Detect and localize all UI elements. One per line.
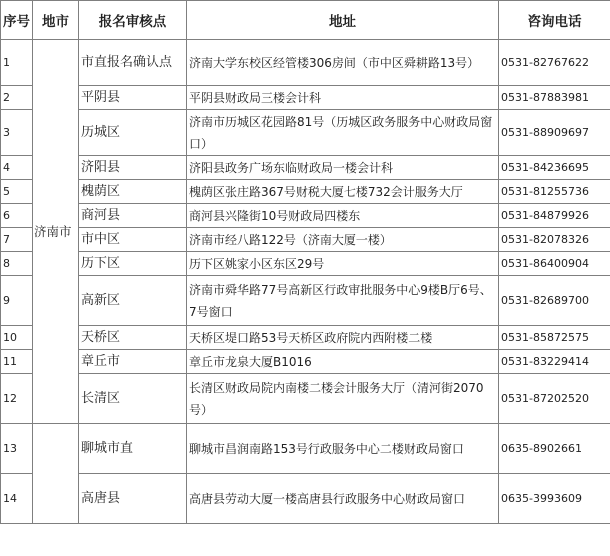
city-cell [33, 424, 79, 524]
table-row [1, 110, 610, 156]
table-row [1, 204, 610, 228]
site-phone: 0531-88909697 [499, 110, 610, 156]
site-address: 高唐县劳动大厦一楼高唐县行政服务中心财政局窗口 [187, 474, 499, 524]
site-address: 槐荫区张庄路367号财税大厦七楼732会计服务大厅 [187, 180, 499, 204]
row-number: 8 [1, 252, 33, 276]
site-address: 济南大学东校区经管楼306房间（市中区舜耕路13号） [187, 40, 499, 86]
table-row [1, 276, 610, 326]
site-address: 商河县兴隆街10号财政局四楼东 [187, 204, 499, 228]
site-phone: 0635-3993609 [499, 474, 610, 524]
site-phone: 0531-86400904 [499, 252, 610, 276]
site-phone: 0531-84879926 [499, 204, 610, 228]
site-address: 济南市历城区花园路81号（历城区政务服务中心财政局窗口） [187, 110, 499, 156]
table-row [1, 156, 610, 180]
table-row [1, 350, 610, 374]
table-row [1, 424, 610, 474]
row-number: 5 [1, 180, 33, 204]
site-address: 章丘市龙泉大厦B1016 [187, 350, 499, 374]
header-city: 地市 [33, 1, 79, 40]
row-number: 9 [1, 276, 33, 326]
site-name: 历下区 [79, 252, 187, 276]
city-cell: 济南市 [33, 40, 79, 424]
table-row [1, 86, 610, 110]
row-number: 2 [1, 86, 33, 110]
site-name: 聊城市直 [79, 424, 187, 474]
site-name: 槐荫区 [79, 180, 187, 204]
site-phone: 0531-87883981 [499, 86, 610, 110]
table-row [1, 326, 610, 350]
row-number: 10 [1, 326, 33, 350]
row-number: 1 [1, 40, 33, 86]
site-name: 商河县 [79, 204, 187, 228]
site-address: 济阳县政务广场东临财政局一楼会计科 [187, 156, 499, 180]
table-row [1, 252, 610, 276]
row-number: 7 [1, 228, 33, 252]
header-row [1, 1, 610, 40]
row-number: 3 [1, 110, 33, 156]
site-address: 济南市舜华路77号高新区行政审批服务中心9楼B厅6号、7号窗口 [187, 276, 499, 326]
row-number: 11 [1, 350, 33, 374]
site-name: 市直报名确认点 [79, 40, 187, 86]
row-number: 13 [1, 424, 33, 474]
site-phone: 0531-81255736 [499, 180, 610, 204]
site-name: 长清区 [79, 374, 187, 424]
site-name: 高新区 [79, 276, 187, 326]
site-address: 天桥区堤口路53号天桥区政府院内西附楼二楼 [187, 326, 499, 350]
site-phone: 0531-82767622 [499, 40, 610, 86]
table-row [1, 228, 610, 252]
site-name: 济阳县 [79, 156, 187, 180]
row-number: 12 [1, 374, 33, 424]
site-address: 平阴县财政局三楼会计科 [187, 86, 499, 110]
header-address: 地址 [187, 1, 499, 40]
row-number: 4 [1, 156, 33, 180]
site-name: 高唐县 [79, 474, 187, 524]
site-name: 市中区 [79, 228, 187, 252]
site-name: 历城区 [79, 110, 187, 156]
site-phone: 0531-84236695 [499, 156, 610, 180]
site-name: 平阴县 [79, 86, 187, 110]
table-row [1, 374, 610, 424]
site-address: 历下区姚家小区东区29号 [187, 252, 499, 276]
header-phone: 咨询电话 [499, 1, 610, 40]
site-name: 章丘市 [79, 350, 187, 374]
site-phone: 0531-82689700 [499, 276, 610, 326]
row-number: 6 [1, 204, 33, 228]
table-row [1, 474, 610, 524]
site-phone: 0531-82078326 [499, 228, 610, 252]
site-phone: 0531-85872575 [499, 326, 610, 350]
site-phone: 0635-8902661 [499, 424, 610, 474]
site-phone: 0531-83229414 [499, 350, 610, 374]
site-address: 长清区财政局院内南楼二楼会计服务大厅（清河街2070号） [187, 374, 499, 424]
site-name: 天桥区 [79, 326, 187, 350]
header-site: 报名审核点 [79, 1, 187, 40]
row-number: 14 [1, 474, 33, 524]
header-no: 序号 [1, 1, 33, 40]
table-row [1, 180, 610, 204]
site-address: 济南市经八路122号（济南大厦一楼） [187, 228, 499, 252]
site-address: 聊城市昌润南路153号行政服务中心二楼财政局窗口 [187, 424, 499, 474]
table-row [1, 40, 610, 86]
site-phone: 0531-87202520 [499, 374, 610, 424]
